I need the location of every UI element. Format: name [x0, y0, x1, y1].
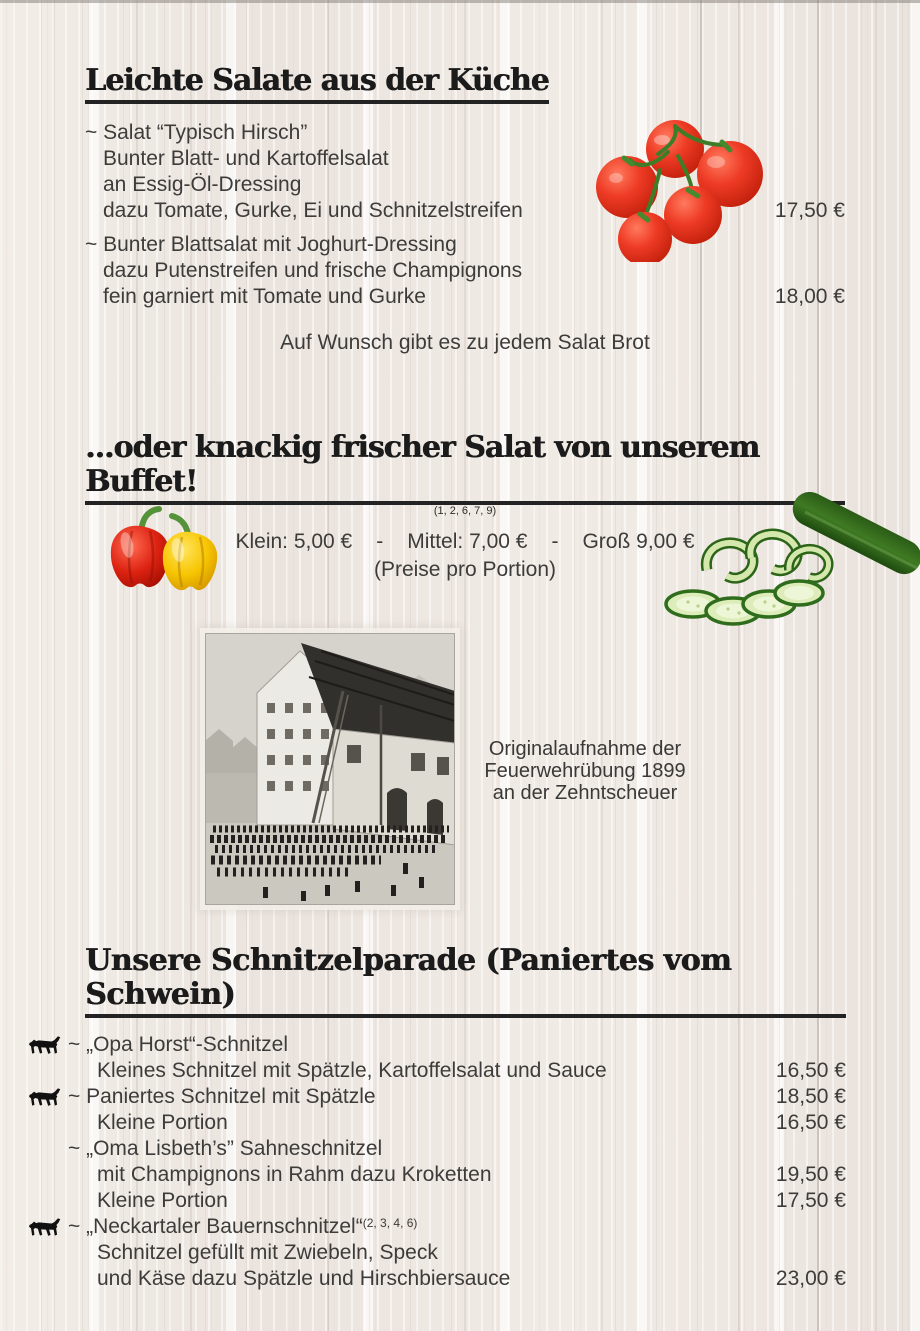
wuerttemberg-lion-icon	[28, 1035, 62, 1055]
menu-row	[28, 1188, 846, 1214]
size-price-small: Klein: 5,00 €	[235, 530, 353, 553]
cucumber-spirals-image	[655, 492, 920, 632]
historical-fire-drill-photo	[205, 633, 455, 905]
lion-icon-slot	[28, 1214, 68, 1240]
menu-row	[28, 1058, 846, 1084]
price-label: 17,50 €	[775, 1189, 846, 1212]
separator-dash: -	[376, 530, 384, 553]
menu-row	[28, 1240, 846, 1266]
dish-name: ~ Paniertes Schnitzel mit Spätzle	[68, 1085, 376, 1108]
section-schnitzelparade	[28, 944, 846, 1292]
dish-name: ~ Bunter Blattsalat mit Joghurt-Dressing	[85, 233, 457, 256]
dish-name-text: ~ „Neckartaler Bauernschnitzel“	[68, 1215, 363, 1238]
menu-row	[28, 1032, 846, 1058]
dish-description: mit Champignons in Rahm dazu Kroketten	[97, 1163, 492, 1186]
lion-icon-slot	[28, 1032, 68, 1058]
icon-slot-empty	[28, 1136, 68, 1162]
dish-description: Kleine Portion	[97, 1189, 228, 1212]
price-label: 16,50 €	[775, 1111, 846, 1134]
dish-description: dazu Tomate, Gurke, Ei und Schnitzelstreifen	[103, 199, 523, 222]
separator-dash: -	[551, 530, 559, 553]
lion-icon-slot	[28, 1084, 68, 1110]
salad-bread-note: Auf Wunsch gibt es zu jedem Salat Brot	[280, 331, 650, 354]
menu-row	[28, 1266, 846, 1292]
dish-description: Kleines Schnitzel mit Spätzle, Kartoffelsalat und Sauce	[97, 1059, 607, 1082]
icon-slot-empty	[28, 1058, 68, 1084]
wuerttemberg-lion-icon	[28, 1217, 62, 1237]
price-label: 18,50 €	[775, 1085, 846, 1108]
menu-row	[28, 1214, 846, 1240]
icon-slot-empty	[28, 1162, 68, 1188]
menu-row	[28, 1110, 846, 1136]
price-label: 16,50 €	[775, 1059, 846, 1082]
caption-line: Feuerwehrübung 1899	[484, 760, 686, 782]
buffet-heading: ...oder knackig frischer Salat von unserem Buffet!	[85, 431, 845, 505]
schnitzel-heading: Unsere Schnitzelparade (Paniertes vom Schwein)	[85, 944, 846, 1018]
price-label: 17,50 €	[774, 199, 845, 222]
menu-row	[28, 1136, 846, 1162]
allergen-superscript: (2, 3, 4, 6)	[362, 1216, 418, 1230]
page-top-edge	[0, 0, 920, 3]
photo-caption	[460, 738, 710, 804]
dish-description: Schnitzel gefüllt mit Zwiebeln, Speck	[97, 1241, 438, 1264]
menu-row	[85, 284, 845, 310]
icon-slot-empty	[28, 1110, 68, 1136]
price-label: 18,00 €	[774, 285, 845, 308]
dish-name: ~ „Oma Lisbeth’s” Sahneschnitzel	[68, 1137, 383, 1160]
vine-tomatoes-image	[590, 112, 767, 262]
salads-heading: Leichte Salate aus der Küche	[85, 64, 549, 104]
dish-description: an Essig-Öl-Dressing	[103, 173, 302, 196]
dish-description: und Käse dazu Spätzle und Hirschbiersauce	[97, 1267, 511, 1290]
bell-peppers-image	[92, 498, 228, 593]
dish-description: Bunter Blatt- und Kartoffelsalat	[103, 147, 389, 170]
icon-slot-empty	[28, 1240, 68, 1266]
dish-description: Kleine Portion	[97, 1111, 228, 1134]
price-label: 19,50 €	[775, 1163, 846, 1186]
menu-row	[28, 1162, 846, 1188]
caption-line: an der Zehntscheuer	[492, 782, 678, 804]
wuerttemberg-lion-icon	[28, 1087, 62, 1107]
dish-name: ~ „Opa Horst“-Schnitzel	[68, 1033, 288, 1056]
dish-name	[68, 1214, 846, 1240]
portion-note: (Preise pro Portion)	[373, 558, 557, 581]
caption-line: Originalaufnahme der	[488, 738, 682, 760]
dish-name: ~ Salat “Typisch Hirsch”	[85, 121, 308, 144]
icon-slot-empty	[28, 1188, 68, 1214]
price-label: 23,00 €	[775, 1267, 846, 1290]
size-price-large: Groß 9,00 €	[582, 530, 695, 553]
menu-row	[28, 1084, 846, 1110]
dish-description: dazu Putenstreifen und frische Champignons	[103, 259, 523, 282]
size-price-medium: Mittel: 7,00 €	[407, 530, 528, 553]
icon-slot-empty	[28, 1266, 68, 1292]
dish-description: fein garniert mit Tomate und Gurke	[103, 285, 426, 308]
allergen-numbers: (1, 2, 6, 7, 9)	[433, 505, 497, 517]
